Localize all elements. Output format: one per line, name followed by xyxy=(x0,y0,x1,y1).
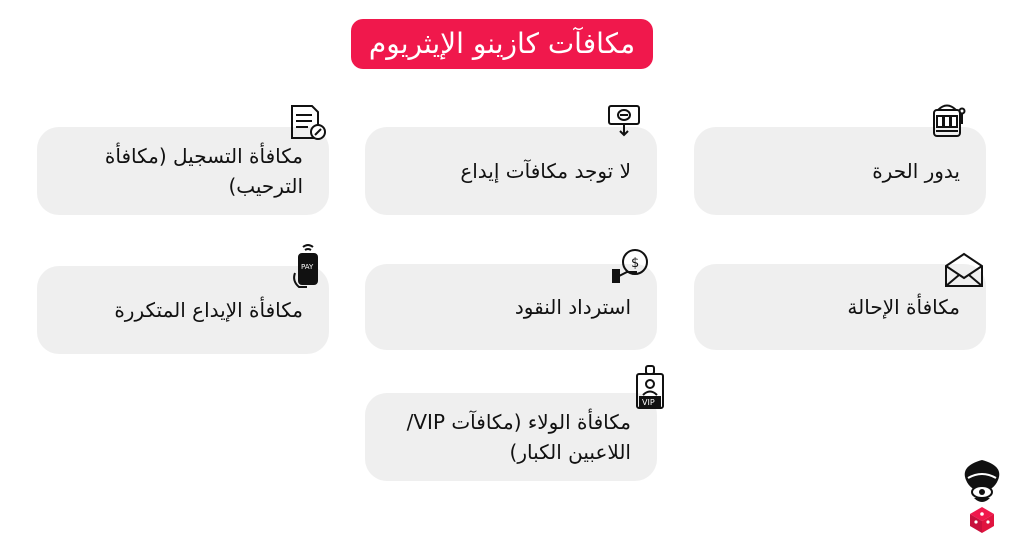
envelope-icon xyxy=(942,250,986,290)
bonus-card-label: مكافأة التسجيل (مكافأة الترحيب) xyxy=(104,144,303,198)
bonus-card-free-spins xyxy=(694,127,986,215)
bonus-card-label: يدور الحرة xyxy=(872,159,960,183)
bonus-card-reload xyxy=(37,266,329,354)
cashback-hand-icon xyxy=(611,246,653,284)
bonus-card-no-deposit xyxy=(365,127,657,215)
bonus-card-loyalty xyxy=(365,393,657,481)
document-edit-icon xyxy=(286,102,328,142)
bonus-card-label: لا توجد مكافآت إيداع xyxy=(460,159,631,183)
bonus-card-label: مكافأة الولاء (مكافآت VIP/ اللاعبين الكبار) xyxy=(406,410,631,464)
turban-dice-logo xyxy=(958,458,1006,538)
svg-text:PAY: PAY xyxy=(301,263,314,271)
phone-pay-icon xyxy=(290,243,326,289)
page-title: مكافآت كازينو الإيثريوم xyxy=(351,19,653,69)
vip-badge-icon xyxy=(633,364,667,412)
svg-text:VIP: VIP xyxy=(642,398,655,407)
bonus-card-label: مكافأة الإيداع المتكررة xyxy=(114,298,303,322)
cash-withdraw-icon xyxy=(605,102,645,138)
bonus-card-label: استرداد النقود xyxy=(514,295,631,319)
slot-machine-icon xyxy=(928,100,970,140)
bonus-card-label: مكافأة الإحالة xyxy=(847,295,960,319)
svg-text:$: $ xyxy=(631,256,640,271)
